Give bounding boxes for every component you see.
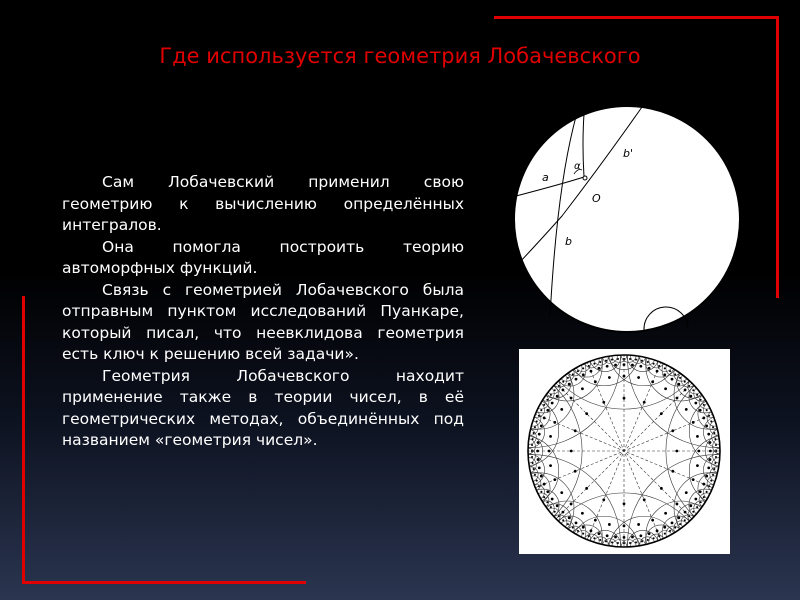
tiling-vertex-dot (688, 385, 690, 387)
tiling-vertex-dot (685, 408, 688, 411)
tiling-vertex-dot (558, 385, 560, 387)
tiling-vertex-dot (707, 433, 710, 436)
tiling-vertex-dot (658, 365, 660, 367)
tiling-vertex-dot (709, 441, 712, 444)
hyperbolic-tiling-image (519, 349, 730, 554)
tiling-vertex-dot (623, 536, 626, 539)
tiling-vertex-dot (712, 474, 714, 476)
tiling-vertex-dot (614, 536, 617, 539)
tiling-vertex-dot (554, 511, 556, 513)
poincare-disk-figure (512, 104, 742, 334)
tiling-vertex-dot (588, 365, 590, 367)
tiling-vertex-dot (532, 438, 534, 440)
tiling-vertex-dot (593, 537, 595, 539)
tiling-vertex-dot (585, 487, 588, 490)
tiling-vertex-dot (538, 485, 540, 487)
tiling-vertex-dot (648, 532, 651, 535)
tiling-vertex-dot (537, 458, 540, 461)
tiling-vertex-dot (663, 373, 666, 376)
tiling-vertex-dot (558, 515, 560, 517)
tiling-vertex-dot (548, 450, 551, 453)
tiling-vertex-dot (651, 380, 654, 383)
tiling-vertex-dot (617, 358, 619, 360)
tiling-vertex-dot (684, 511, 687, 514)
tiling-vertex-dot (572, 373, 574, 375)
tiling-vertex-dot (549, 435, 552, 438)
tiling-vertex-dot (605, 540, 607, 542)
tiling-vertex-dot (641, 360, 643, 362)
tiling-vertex-dot (664, 533, 666, 535)
tiling-vertex-dot (608, 376, 611, 379)
tiling-vertex-dot (532, 462, 534, 464)
tiling-vertex-dot (631, 364, 634, 367)
label-a: a (542, 171, 549, 184)
tiling-vertex-dot (543, 496, 545, 498)
tiling-vertex-dot (706, 491, 708, 493)
tiling-vertex-dot (540, 491, 542, 493)
tiling-vertex-dot (712, 426, 714, 428)
tiling-vertex-dot (553, 421, 556, 424)
tiling-vertex-dot (575, 378, 578, 381)
tiling-vertex-dot (635, 359, 637, 361)
tiling-vertex-dot (582, 533, 584, 535)
tiling-vertex-dot (606, 534, 609, 537)
tiling-vertex-dot (639, 534, 642, 537)
tiling-vertex-dot (713, 468, 715, 470)
tiling-vertex-dot (550, 394, 552, 396)
tiling-vertex-dot (577, 530, 579, 532)
tiling-vertex-dot (602, 498, 605, 501)
tiling-vertex-dot (585, 412, 588, 415)
tiling-vertex-dot (692, 421, 695, 424)
tiling-vertex-dot (546, 501, 548, 503)
tiling-vertex-dot (606, 365, 609, 368)
tiling-vertex-dot (568, 383, 571, 386)
tiling-vertex-dot (599, 539, 601, 541)
tiling-vertex-dot (623, 358, 625, 360)
tiling-vertex-dot (568, 516, 571, 519)
tiling-vertex-dot (637, 376, 640, 379)
tiling-vertex-dot (639, 365, 642, 368)
tiling-vertex-dot (593, 363, 595, 365)
paragraph-poincare: Связь с геометрией Лобачевского была отправным пунктом исследований Пуанкаре, который писал, что неевклидова геометрия есть ключ к решению всей задачи». (62, 280, 464, 363)
tiling-vertex-dot (581, 387, 584, 390)
tiling-vertex-dot (617, 542, 619, 544)
tiling-vertex-dot (540, 409, 542, 411)
frame-top-line (494, 16, 779, 19)
tiling-vertex-dot (671, 429, 674, 432)
tiling-vertex-dot (684, 389, 687, 392)
tiling-vertex-dot (536, 450, 539, 453)
tiling-vertex-dot (635, 541, 637, 543)
tiling-vertex-dot (703, 404, 705, 406)
tiling-vertex-dot (658, 535, 660, 537)
tiling-vertex-dot (553, 478, 556, 481)
tiling-arc-small (698, 472, 730, 504)
tiling-vertex-dot (556, 395, 559, 398)
tiling-vertex-dot (709, 450, 712, 453)
tiling-vertex-dot (714, 462, 716, 464)
tiling-vertex-dot (679, 377, 681, 379)
tiling-vertex-dot (533, 432, 535, 434)
point-o (583, 176, 587, 180)
label-b: b (565, 235, 572, 248)
tiling-vertex-dot (629, 542, 631, 544)
tiling-vertex-dot (546, 490, 549, 493)
tiling-vertex-dot (582, 373, 585, 376)
tiling-vertex-dot (641, 540, 643, 542)
tiling-vertex-dot (623, 542, 625, 544)
tiling-vertex-dot (702, 417, 705, 420)
tiling-vertex-dot (697, 450, 700, 453)
tiling-vertex-dot (560, 408, 563, 411)
tiling-vertex-dot (656, 370, 659, 373)
tiling-vertex-dot (684, 381, 686, 383)
tiling-vertex-dot (715, 444, 717, 446)
tiling-vertex-dot (671, 470, 674, 473)
tiling-vertex-dot (531, 444, 533, 446)
tiling-vertex-dot (685, 491, 688, 494)
tiling-vertex-dot (537, 441, 540, 444)
tiling-vertex-dot (660, 412, 663, 415)
tiling-vertex-dot (710, 480, 712, 482)
tiling-vertex-dot (536, 480, 538, 482)
tiling-vertex-dot (700, 501, 702, 503)
tiling-vertex-dot (643, 401, 646, 404)
tiling-vertex-dot (637, 523, 640, 526)
slide-title: Где используется геометрия Лобачевского (159, 44, 641, 68)
tiling-vertex-dot (713, 432, 715, 434)
tiling-vertex-dot (647, 361, 649, 363)
tiling-vertex-dot (703, 496, 705, 498)
tiling-vertex-dot (551, 402, 554, 405)
tiling-vertex-dot (538, 415, 540, 417)
tiling-vertex-dot (590, 529, 593, 532)
paragraph-number-theory: Геометрия Лобачевского находит применение также в теории чисел, в её геометрических методах, объединённых под названием «геометрия чисел». (62, 366, 464, 449)
tiling-vertex-dot (663, 526, 666, 529)
tiling-vertex-dot (570, 397, 573, 400)
tiling-vertex-dot (546, 399, 548, 401)
tiling-vertex-dot (705, 425, 708, 428)
tiling-vertex-dot (575, 521, 578, 524)
tiling-vertex-dot (588, 535, 590, 537)
tiling-vertex-dot (533, 468, 535, 470)
tiling-vertex-dot (594, 519, 597, 522)
tiling-vertex-dot (700, 399, 702, 401)
tiling-vertex-dot (696, 435, 699, 438)
tiling-vertex-dot (594, 380, 597, 383)
label-o: O (592, 192, 601, 205)
tiling-vertex-dot (543, 483, 546, 486)
tiling-vertex-dot (602, 401, 605, 404)
tiling-vertex-dot (677, 516, 680, 519)
tiling-vertex-dot (549, 464, 552, 467)
tiling-vertex-dot (614, 364, 617, 367)
tiling-vertex-dot (574, 429, 577, 432)
tiling-vertex-dot (598, 532, 601, 535)
tiling-vertex-dot (674, 527, 676, 529)
tiling-vertex-dot (631, 536, 634, 539)
tiling-vertex-dot (562, 511, 565, 514)
tiling-vertex-dot (688, 515, 690, 517)
body-text (62, 172, 464, 452)
tiling-vertex-dot (531, 456, 533, 458)
tiling-vertex-dot (546, 409, 549, 412)
tiling-vertex-dot (543, 404, 545, 406)
tiling-vertex-dot (708, 485, 710, 487)
tiling-vertex-dot (562, 519, 564, 521)
tiling-vertex-dot (543, 417, 546, 420)
tiling-vertex-dot (550, 506, 552, 508)
tiling-vertex-dot (679, 523, 681, 525)
tiling-vertex-dot (706, 409, 708, 411)
tiling-vertex-dot (676, 503, 679, 506)
tiling-vertex-dot (715, 456, 717, 458)
tiling-vertex-dot (538, 466, 541, 469)
tiling-arc-small (519, 398, 550, 430)
tiling-vertex-dot (689, 504, 692, 507)
tiling-vertex-dot (556, 504, 559, 507)
tiling-vertex-dot (692, 478, 695, 481)
tiling-vertex-dot (648, 367, 651, 370)
tiling-vertex-dot (671, 378, 674, 381)
tiling-vertex-dot (715, 450, 717, 452)
tiling-vertex-dot (653, 537, 655, 539)
tiling-vertex-dot (562, 389, 565, 392)
tiling-image-panel (519, 349, 730, 554)
tiling-vertex-dot (572, 527, 574, 529)
tiling-vertex-dot (623, 502, 626, 505)
tiling-vertex-dot (611, 541, 613, 543)
tiling-vertex-dot (699, 490, 702, 493)
tiling-vertex-dot (598, 367, 601, 370)
tiling-vertex-dot (708, 415, 710, 417)
tiling-vertex-dot (581, 512, 584, 515)
tiling-vertex-dot (656, 529, 659, 532)
tiling-vertex-dot (590, 370, 593, 373)
tiling-vertex-dot (605, 360, 607, 362)
tiling-vertex-dot (570, 450, 573, 453)
frame-left-line (22, 296, 25, 584)
paragraph-automorphic: Она помогла построить теорию автоморфных функций. (62, 237, 464, 277)
tiling-vertex-dot (705, 475, 708, 478)
tiling-arc-medium (532, 349, 602, 401)
tiling-vertex-dot (694, 498, 697, 501)
tiling-vertex-dot (696, 464, 699, 467)
tiling-vertex-dot (551, 498, 554, 501)
tiling-vertex-dot (692, 389, 694, 391)
tiling-vertex-dot (651, 519, 654, 522)
tiling-vertex-dot (694, 402, 697, 405)
tiling-vertex-dot (536, 420, 538, 422)
tiling-vertex-dot (540, 475, 543, 478)
tiling-vertex-dot (623, 375, 626, 378)
tiling-vertex-dot (582, 526, 585, 529)
tiling-vertex-dot (677, 383, 680, 386)
tiling-vertex-dot (582, 367, 584, 369)
tiling-arc-medium (609, 516, 679, 554)
tiling-vertex-dot (669, 370, 671, 372)
tiling-vertex-dot (538, 433, 541, 436)
tiling-vertex-dot (567, 523, 569, 525)
label-alpha: α (574, 161, 581, 172)
tiling-vertex-dot (611, 359, 613, 361)
tiling-vertex-dot (534, 426, 536, 428)
tiling-vertex-dot (554, 389, 556, 391)
tiling-vertex-dot (664, 387, 667, 390)
tiling-vertex-dot (675, 450, 678, 453)
tiling-vertex-dot (699, 409, 702, 412)
tiling-vertex-dot (684, 519, 686, 521)
tiling-vertex-dot (540, 425, 543, 428)
tiling-arc-medium (646, 349, 716, 401)
tiling-vertex-dot (664, 512, 667, 515)
tiling-arc-small (698, 398, 730, 430)
label-b-prime: b' (623, 147, 634, 160)
tiling-arc-medium (569, 516, 639, 554)
tiling-vertex-dot (696, 394, 698, 396)
tiling-vertex-dot (707, 466, 710, 469)
tiling-vertex-dot (560, 491, 563, 494)
tiling-vertex-dot (567, 377, 569, 379)
tiling-vertex-dot (570, 503, 573, 506)
tiling-vertex-dot (647, 539, 649, 541)
tiling-vertex-dot (653, 363, 655, 365)
tiling-vertex-dot (689, 395, 692, 398)
tiling-vertex-dot (710, 420, 712, 422)
disk-boundary (514, 106, 740, 332)
tiling-vertex-dot (669, 530, 671, 532)
tiling-vertex-dot (577, 370, 579, 372)
tiling-vertex-dot (692, 511, 694, 513)
tiling-vertex-dot (562, 381, 564, 383)
tiling-vertex-dot (608, 523, 611, 526)
tiling-vertex-dot (714, 438, 716, 440)
tiling-vertex-dot (629, 358, 631, 360)
tiling-vertex-dot (674, 373, 676, 375)
tiling-vertex-dot (676, 397, 679, 400)
tiling-vertex-dot (599, 361, 601, 363)
tiling-vertex-dot (702, 483, 705, 486)
tiling-vertex-dot (531, 450, 533, 452)
tiling-vertex-dot (534, 474, 536, 476)
tiling-vertex-dot (671, 521, 674, 524)
tiling-vertex-dot (664, 367, 666, 369)
tiling-vertex-dot (643, 498, 646, 501)
tiling-vertex-dot (660, 487, 663, 490)
tiling-vertex-dot (574, 470, 577, 473)
tiling-vertex-dot (709, 458, 712, 461)
frame-bottom-line (22, 581, 306, 584)
tiling-vertex-dot (623, 363, 626, 366)
tiling-vertex-dot (696, 506, 698, 508)
tiling-arc-small (519, 472, 550, 504)
tiling-vertex-dot (623, 524, 626, 527)
paragraph-integrals: Сам Лобачевский применил свою геометрию к вычислению определённых интегралов. (62, 173, 464, 234)
tiling-vertex-dot (623, 397, 626, 400)
